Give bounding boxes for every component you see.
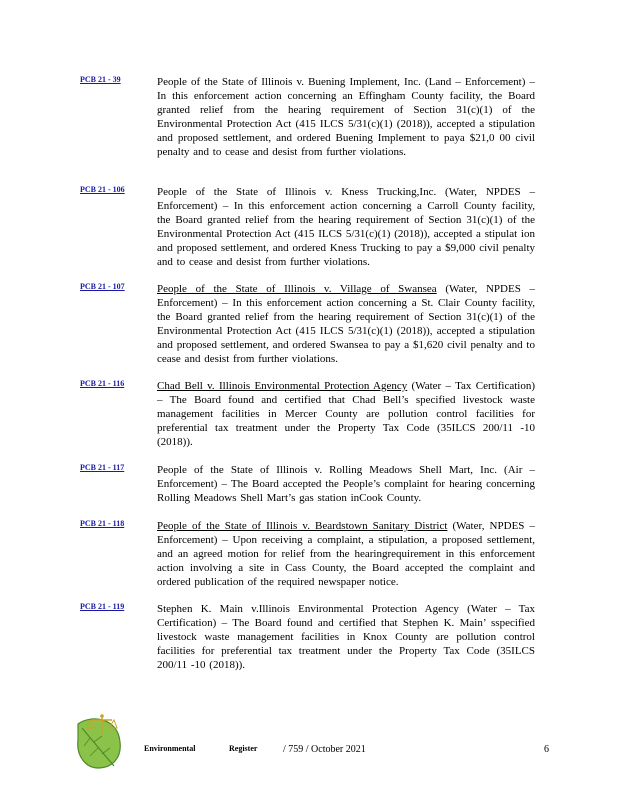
- entry-text: Stephen K. Main v.Illinois Environmental Protection Agency (Water – Tax Certification) – The Board found and certified that Stephen K. Main’ sspecified livestock waste management facilities in Knox County are pollution control facilities for preferential tax treatment under the Property Tax Code (35ILCS 200/11 -10 (2018)).: [157, 603, 535, 671]
- entry-text: People of the State of Illinois v. Buening Implement, Inc. (Land – Enforcement) – In this enforcement action concerning an Effingham County facility, the Board granted relief from the hearing requirement of Section 31(c)(1) of the Environmental Protection Act (415 ILCS 5/31(c)(1) (2018)), accepted a stipulation and proposed settlement, and ordered Buening Implement to paya $21,0 00 civil penalty and to cease and desist from further violations.: [157, 76, 535, 158]
- page-footer: [0, 741, 618, 761]
- entry-text: People of the State of Illinois v. Rolling Meadows Shell Mart, Inc. (Air – Enforcement) – The Board accepted the People’s complaint for hearing concerning Rolling Meadows Shell Mart’s gas station inCook County.: [157, 464, 535, 504]
- entry-description: [157, 282, 535, 366]
- entry-text: (Water, NPDES – Enforcement) – Upon receiving a complaint, a stipulation, a proposed settlement, and an agreed motion for relief from the hearingrequirement in this enforcement action involving a site in Cass County, the Board accepted the complaint and ordered publication of the required newspaper notice.: [157, 520, 535, 588]
- case-number-link[interactable]: PCB 21 - 39: [80, 75, 121, 84]
- case-number-link[interactable]: PCB 21 - 106: [80, 185, 125, 194]
- case-number-link[interactable]: PCB 21 - 117: [80, 463, 125, 472]
- entry-description: [157, 379, 535, 449]
- case-number-link[interactable]: PCB 21 - 119: [80, 602, 125, 611]
- case-number-link[interactable]: PCB 21 - 116: [80, 379, 125, 388]
- entry-title: People of the State of Illinois v. Village of Swansea: [157, 283, 437, 295]
- entry-title: People of the State of Illinois v. Beardstown Sanitary District: [157, 520, 448, 532]
- entry-description: [157, 602, 535, 672]
- entry-description: [157, 185, 535, 269]
- footer-register-label: Register: [229, 744, 258, 753]
- entry-description: [157, 463, 535, 505]
- entry-title: Chad Bell v. Illinois Environmental Protection Agency: [157, 380, 408, 392]
- case-number-link[interactable]: PCB 21 - 118: [80, 519, 125, 528]
- entry-text: (Water, NPDES – Enforcement) – In this enforcement action concerning a St. Clair County facility, the Board granted relief from the hearing requirement of Section 31(c)(1) of the Environmental Protection Act (415 ILCS 5/31(c)(1) (2018)), accepted a stipulation and proposed settlement, and ordered Swansea to pay a $1,620 civil penalty and to cease and desist from further violations.: [157, 283, 535, 365]
- footer-page-number: 6: [544, 744, 549, 755]
- footer-journal-name: Environmental: [144, 744, 196, 753]
- entry-text: (Water – Tax Certification) – The Board found and certified that Chad Bell’s specified livestock waste management facilities in Mercer County are pollution control facilities for preferential tax treatment under the Property Tax Code (35ILCS 200/11 -10 (2018)).: [157, 380, 535, 448]
- case-number-link[interactable]: PCB 21 - 107: [80, 282, 125, 291]
- footer-volume-date: / 759 / October 2021: [283, 744, 366, 755]
- entry-text: People of the State of Illinois v. Kness Trucking,Inc. (Water, NPDES – Enforcement) – In this enforcement action concerning a Carroll County facility, the Board granted relief from the hearing requirement of Section 31(c)(1) of the Environmental Protection Act (415 ILCS 5/31(c)(1) (2018)), accepted a stipulat ion and proposed settlement, and ordered Kness Trucking to pay a $9,000 civil penalty and to cease and desist from further violations.: [157, 186, 535, 268]
- entry-description: [157, 75, 535, 159]
- entry-description: [157, 519, 535, 589]
